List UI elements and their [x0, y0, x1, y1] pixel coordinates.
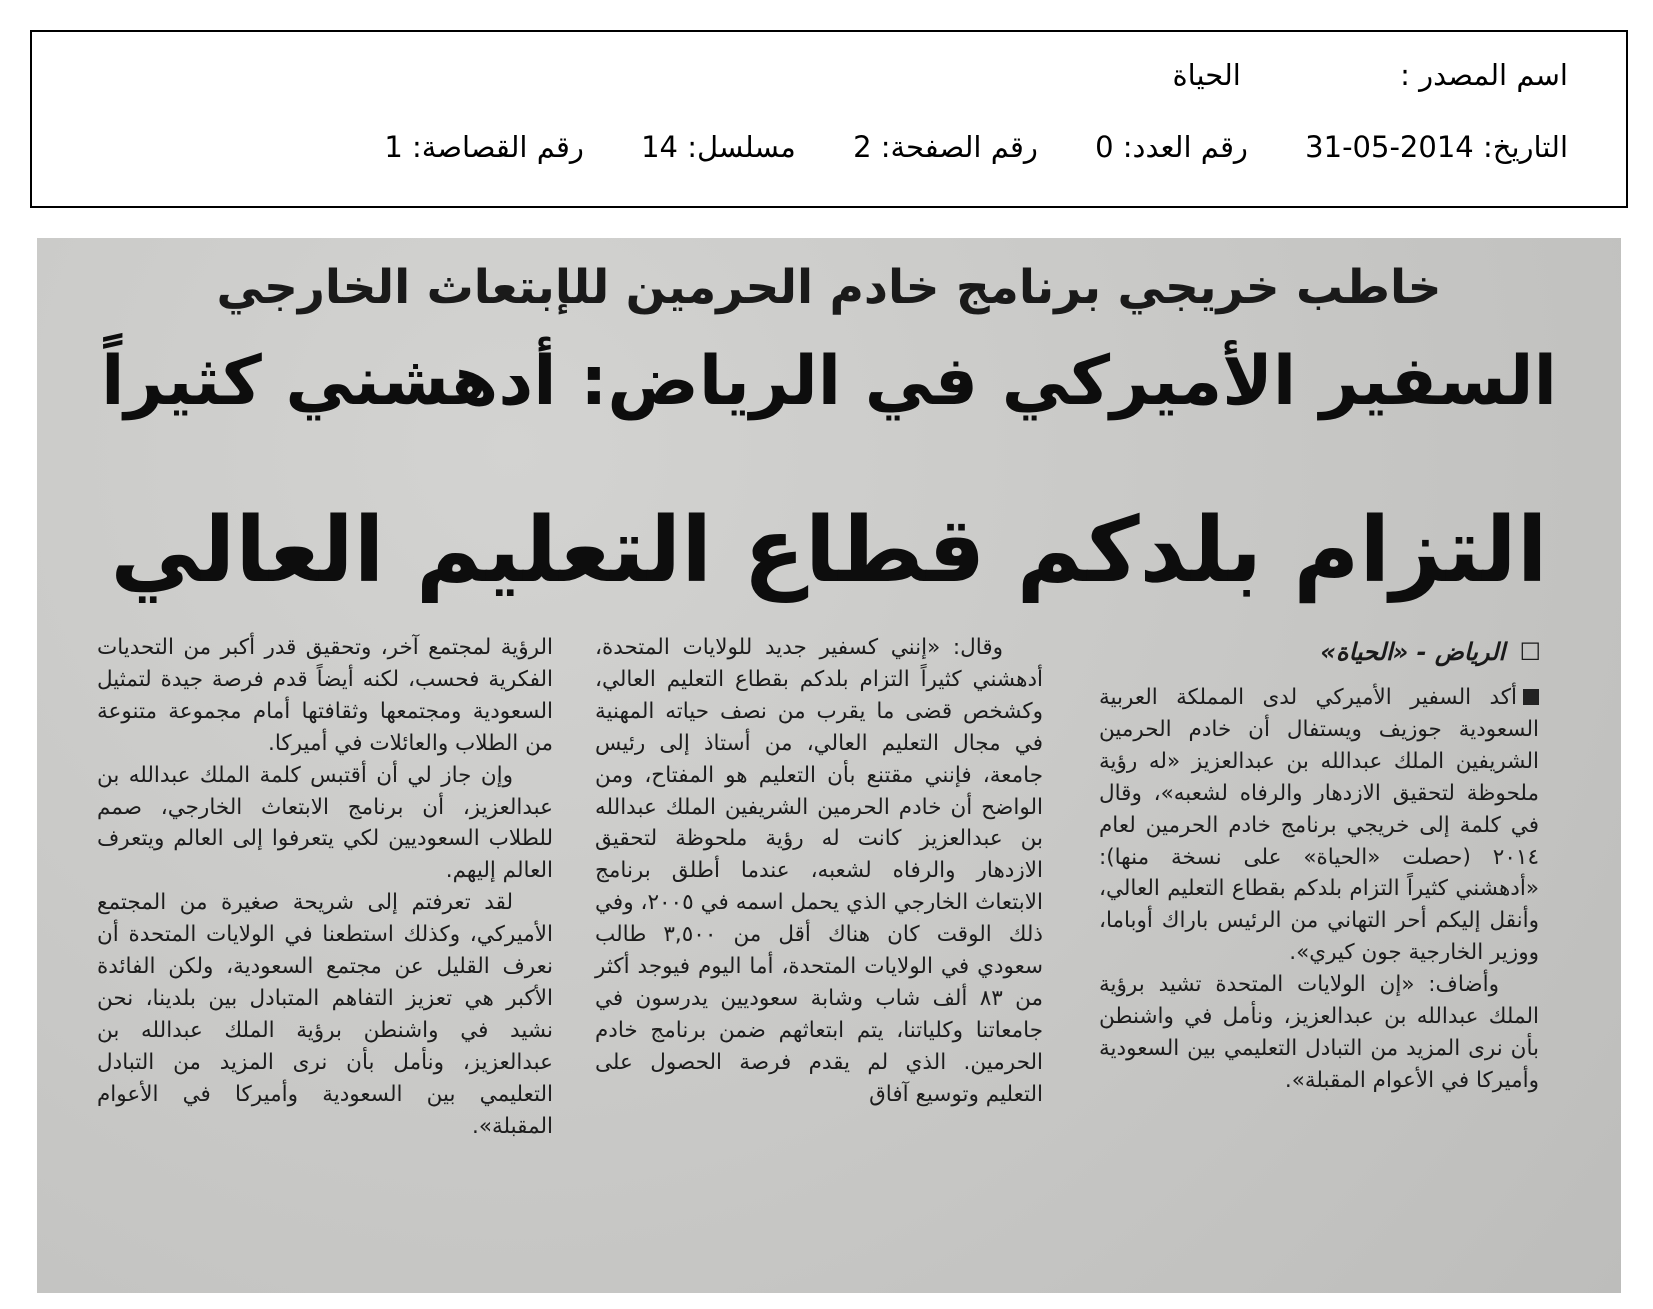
col2-paragraph-1: وقال: «إنني كسفير جديد للولايات المتحدة، أدهشني كثيراً التزام بلدكم بقطاع التعليم العالي، وكشخص قضى ما يقرب من نصف حياته المهنية في مجال التعليم العالي، من أستاذ إلى رئيس جامعة، فإنني مقتنع بأن التعليم هو المفتاح، ومن الواضح أن خادم الحرمين الشريفين الملك عبدالله بن عبدالعزيز كانت له رؤية ملحوظة لتحقيق الازدهار والرفاه لشعبه، عندما أطلق برنامج الابتعاث الخارجي الذي يحمل اسمه في ٢٠٠٥، وفي ذلك الوقت كان هناك أقل من ٣,٥٠٠ طالب سعودي في الولايات المتحدة، أما اليوم فيوجد أكثر من ٨٣ ألف شاب وشابة سعوديين يدرسون في جامعاتنا وكلياتنا، يتم ابتعاثهم ضمن برنامج خادم الحرمين. الذي لم يقدم فرصة الحصول على التعليم وتوسيع آفاق: [595, 635, 1044, 1107]
meta-clip: رقم القصاصة: 1: [384, 130, 584, 164]
meta-source-line: [1172, 58, 1568, 92]
headline-line-2: التزام بلدكم قطاع التعليم العالي: [110, 498, 1548, 603]
meta-serial: مسلسل: 14: [641, 130, 796, 164]
headline-line-1: السفير الأميركي في الرياض: أدهشني كثيراً: [101, 342, 1557, 421]
article-column-2: [595, 632, 1043, 1111]
col1-p1-text: أكد السفير الأميركي لدى المملكة العربية السعودية جوزيف ويستفال أن خادم الحرمين الشريفين الملك عبدالله بن عبدالعزيز «له رؤية ملحوظة لتحقيق الازدهار والرفاه لشعبه»، وقال في كلمة إلى خريجي برنامج خادم الحرمين لعام ٢٠١٤ (حصلت «الحياة» على نسخة منها): «أدهشني كثيراً التزام بلدكم بقطاع التعليم العالي، وأنقل إليكم أحر التهاني من الرئيس باراك أوباما، ووزير الخارجية جون كيري».: [1099, 685, 1539, 966]
col1-paragraph-1: [1099, 682, 1539, 969]
bullet-square-icon: [1523, 689, 1539, 705]
meta-issue: رقم العدد: 0: [1095, 130, 1248, 164]
article-column-1: [1099, 682, 1539, 1097]
article-kicker: خاطب خريجي برنامج خادم الحرمين للإبتعاث الخارجي: [216, 260, 1442, 315]
article-column-3: [97, 632, 553, 1143]
col3-paragraph-1: الرؤية لمجتمع آخر، وتحقيق قدر أكبر من التحديات الفكرية فحسب، لكنه أيضاً قدم فرصة جيدة لتمثيل السعودية ومجتمعها وثقافتها أمام مجموعة متنوعة من الطلاب والعائلات في أميركا.: [97, 635, 553, 756]
clipping-metadata-box: [30, 30, 1628, 208]
meta-page: رقم الصفحة: 2: [853, 130, 1038, 164]
col3-paragraph-2: وإن جاز لي أن أقتبس كلمة الملك عبدالله بن عبدالعزيز، أن برنامج الابتعاث الخارجي، صمم للطلاب السعوديين لكي يتعرفوا إلى العالم ويتعرف العالم إليهم.: [97, 762, 553, 884]
col3-paragraph-3: لقد تعرفتم إلى شريحة صغيرة من المجتمع الأميركي، وكذلك استطعنا في الولايات المتحدة أن نعرف القليل عن مجتمع السعودية، ولكن الفائدة الأكبر هي تعزيز التفاهم المتبادل بين بلدينا، نحن نشيد في واشنطن برؤية الملك عبدالله بن عبدالعزيز، ونأمل بأن نرى المزيد من التبادل التعليمي بين السعودية وأميركا في الأعوام المقبلة».: [97, 890, 553, 1139]
meta-details-line: [384, 130, 1568, 164]
meta-date: التاريخ: 2014-05-31: [1305, 130, 1568, 164]
meta-source-label: اسم المصدر :: [1400, 58, 1568, 92]
meta-source-value: الحياة: [1172, 58, 1241, 92]
col1-paragraph-2: وأضاف: «إن الولايات المتحدة تشيد برؤية الملك عبدالله بن عبدالعزيز، ونأمل في واشنطن بأن نرى المزيد من التبادل التعليمي بين السعودية وأميركا في الأعوام المقبلة».: [1099, 972, 1539, 1093]
newspaper-clipping: [37, 238, 1621, 1293]
article-dateline: [1320, 638, 1541, 666]
dateline-text: الرياض - «الحياة»: [1320, 638, 1506, 666]
dateline-box-icon: ☐: [1519, 638, 1541, 666]
